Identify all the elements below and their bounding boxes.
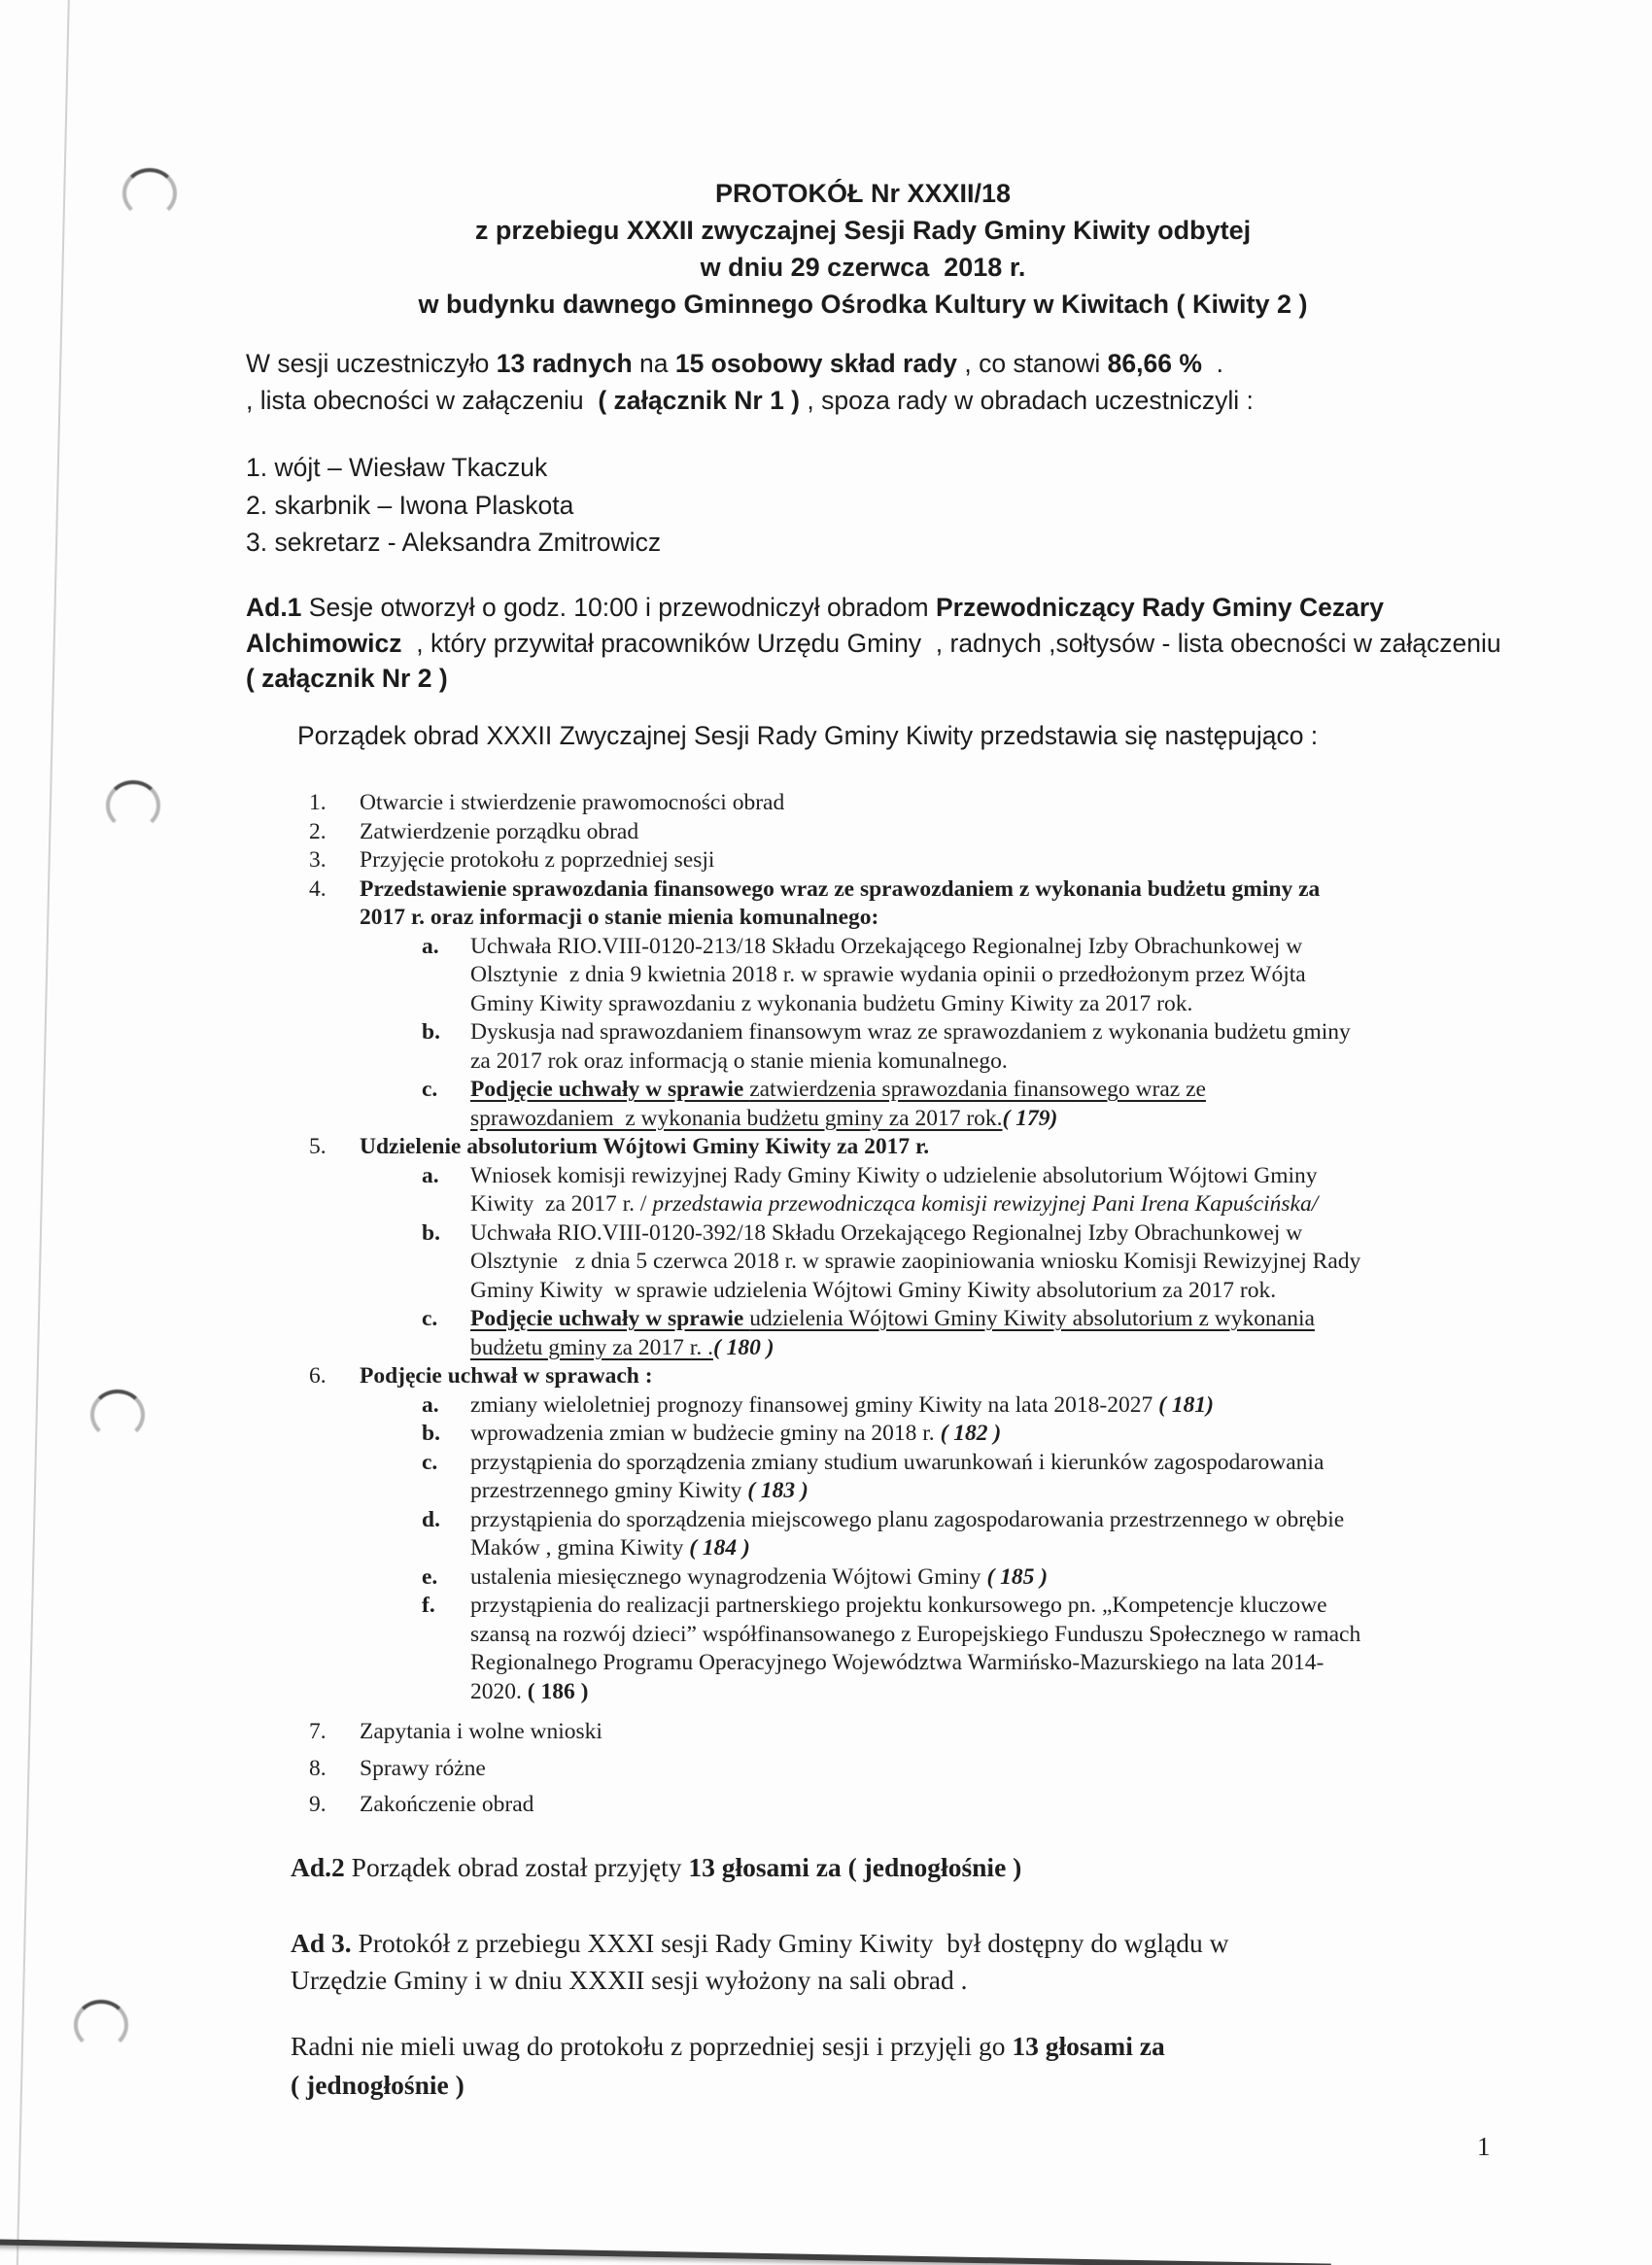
text-line: W sesji uczestniczyło 13 radnych na 15 osobowy skład rady , co stanowi 86,66 % . <box>246 349 1223 378</box>
text-line: Ad.1 Sesje otworzył o godz. 10:00 i przewodniczył obradom Przewodniczący Rady Gminy Cezary <box>246 593 1384 622</box>
text-line: wprowadzenia zmian w budżecie gminy na 2018 r. ( 182 ) <box>470 1421 1002 1446</box>
text-line: Gminy Kiwity w sprawie udzielenia Wójtowi Gminy Kiwity absolutorium za 2017 rok. <box>470 1277 1277 1303</box>
agenda-item-marker: e. <box>422 1563 438 1590</box>
text-line: Dyskusja nad sprawozdaniem finansowym wraz ze sprawozdaniem z wykonania budżetu gminy <box>470 1019 1351 1045</box>
text-line: szansą na rozwój dzieci” współfinansowanego z Europejskiego Funduszu Społecznego w ramach <box>470 1621 1361 1647</box>
text-line: budżetu gminy za 2017 r. .( 180 ) <box>470 1334 774 1360</box>
agenda-item-c <box>0 1305 1652 1362</box>
agenda-item-marker: c. <box>422 1077 438 1102</box>
text-line: Ad.2 Porządek obrad został przyjęty 13 głosami za ( jednogłośnie ) <box>291 1852 1022 1882</box>
text-line: ustalenia miesięcznego wynagrodzenia Wójtowi Gminy ( 185 ) <box>470 1563 1049 1590</box>
text-line: Wniosek komisji rewizyjnej Rady Gminy Kiwity o udzielenie absolutorium Wójtowi Gminy <box>470 1162 1318 1188</box>
text-line: Ad 3. Protokół z przebiegu XXXI sesji Rady Gminy Kiwity był dostępny do wglądu w <box>291 1928 1229 1958</box>
agenda-item-marker: 6. <box>309 1363 327 1389</box>
text-line: Podjęcie uchwał w sprawach : <box>360 1363 653 1389</box>
text-line: Podjęcie uchwały w sprawie zatwierdzenia sprawozdania finansowego wraz ze <box>470 1077 1206 1102</box>
text-line: przystąpienia do realizacji partnerskiego projektu konkursowego pn. „Kompetencje kluczowe <box>470 1593 1327 1618</box>
agenda-list <box>0 789 1652 1820</box>
text-line: 2. skarbnik – Iwona Plaskota <box>246 490 574 520</box>
text-line: Udzielenie absolutorium Wójtowi Gminy Kiwity za 2017 r. <box>360 1134 930 1159</box>
text-line: Kiwity za 2017 r. / przedstawia przewodnicząca komisji rewizyjnej Pani Irena Kapuścińska/ <box>470 1191 1319 1217</box>
agenda-item-marker: 5. <box>309 1134 327 1159</box>
agenda-item-a <box>0 933 1652 1019</box>
agenda-item-marker: 3. <box>309 847 327 873</box>
text-line: Zakończenie obrad <box>360 1792 534 1817</box>
text-line: 1. wójt – Wiesław Tkaczuk <box>246 453 548 482</box>
agenda-item-d <box>0 1506 1652 1563</box>
text-line: sprawozdaniem z wykonania budżetu gminy za 2017 rok.( 179) <box>470 1105 1058 1131</box>
text-line: Sprawy różne <box>360 1755 486 1781</box>
agenda-item-6 <box>0 1362 1652 1391</box>
text-line: przystąpienia do sporządzenia miejscowego planu zagospodarowania przestrzennego w obrębie <box>470 1506 1345 1532</box>
agenda-item-4 <box>0 875 1652 933</box>
ad1-paragraph <box>246 590 1501 697</box>
agenda-item-marker: 9. <box>309 1792 327 1817</box>
agenda-item-marker: 8. <box>309 1755 327 1781</box>
agenda-item-marker: a. <box>422 1391 439 1418</box>
agenda-item-marker: 2. <box>309 818 327 844</box>
agenda-item-marker: a. <box>422 1162 439 1188</box>
text-line: przystąpienia do sporządzenia zmiany studium uwarunkowań i kierunków zagospodarowania <box>470 1449 1325 1475</box>
agenda-item-b <box>0 1018 1652 1076</box>
agenda-item-marker: 4. <box>309 875 327 902</box>
text-line: Alchimowicz , który przywitał pracowników Urzędu Gminy , radnych ,sołtysów - lista obecności w załączeniu <box>246 628 1501 658</box>
text-line: w dniu 29 czerwca 2018 r. <box>700 253 1026 282</box>
agenda-item-b <box>0 1219 1652 1306</box>
text-line: za 2017 rok oraz informacją o stanie mienia komunalnego. <box>470 1047 1008 1074</box>
agenda-item-marker: c. <box>422 1306 438 1331</box>
agenda-item-a <box>0 1162 1652 1219</box>
closing-paragraph <box>291 2027 1165 2105</box>
agenda-item-marker: 7. <box>309 1719 327 1744</box>
text-line: PROTOKÓŁ Nr XXXII/18 <box>714 179 1012 208</box>
agenda-item-3 <box>0 846 1652 875</box>
agenda-item-marker: f. <box>422 1593 435 1618</box>
agenda-item-8 <box>0 1755 1652 1784</box>
text-line: ( załącznik Nr 2 ) <box>246 664 448 693</box>
text-line: 3. sekretarz - Aleksandra Zmitrowicz <box>246 528 662 557</box>
agenda-item-marker: b. <box>422 1019 440 1045</box>
text-line: Gminy Kiwity sprawozdaniu z wykonania budżetu Gminy Kiwity za 2017 rok. <box>470 990 1193 1016</box>
text-line: ( jednogłośnie ) <box>291 2070 465 2100</box>
agenda-item-c <box>0 1076 1652 1133</box>
agenda-item-marker: a. <box>422 933 439 959</box>
agenda-item-b <box>0 1420 1652 1449</box>
text-line: Maków , gmina Kiwity ( 184 ) <box>470 1535 750 1561</box>
text-line: Zapytania i wolne wnioski <box>360 1719 602 1744</box>
agenda-heading: Porządek obrad XXXII Zwyczajnej Sesji Rady Gminy Kiwity przedstawia się następująco : <box>297 721 1319 750</box>
text-line: w budynku dawnego Gminnego Ośrodka Kultury w Kiwitach ( Kiwity 2 ) <box>418 290 1308 319</box>
text-line: Podjęcie uchwały w sprawie udzielenia Wójtowi Gminy Kiwity absolutorium z wykonania <box>470 1306 1315 1331</box>
agenda-item-5 <box>0 1133 1652 1162</box>
text-line: 2017 r. oraz informacji o stanie mienia komunalnego: <box>360 905 879 930</box>
text-line: Uchwała RIO.VIII-0120-392/18 Składu Orzekającego Regionalnej Izby Obrachunkowej w <box>470 1219 1303 1246</box>
agenda-item-marker: c. <box>422 1449 438 1475</box>
text-line: Radni nie mieli uwag do protokołu z poprzedniej sesji i przyjęli go 13 głosami za <box>291 2031 1165 2061</box>
intro-paragraph <box>246 345 1254 419</box>
attendees-list <box>246 449 661 562</box>
page-number: 1 <box>1477 2132 1491 2161</box>
text-line: Otwarcie i stwierdzenie prawomocności obrad <box>360 790 785 815</box>
ad3-paragraph <box>291 1925 1228 1999</box>
agenda-item-c <box>0 1449 1652 1506</box>
text-line: z przebiegu XXXII zwyczajnej Sesji Rady Gminy Kiwity odbytej <box>474 216 1252 245</box>
agenda-item-e <box>0 1563 1652 1593</box>
text-line: , lista obecności w załączeniu ( załącznik Nr 1 ) , spoza rady w obradach uczestniczyli : <box>246 386 1254 415</box>
document-title <box>74 175 1652 323</box>
agenda-item-2 <box>0 818 1652 847</box>
text-line: zmiany wieloletniej prognozy finansowej gminy Kiwity na lata 2018-2027 ( 181) <box>470 1391 1214 1418</box>
text-line: Olsztynie z dnia 5 czerwca 2018 r. w sprawie zaopiniowania wniosku Komisji Rewizyjnej Rady <box>470 1249 1361 1274</box>
agenda-item-9 <box>0 1791 1652 1820</box>
agenda-item-marker: b. <box>422 1219 440 1246</box>
agenda-item-marker: d. <box>422 1506 440 1532</box>
text-line: Urzędzie Gminy i w dniu XXXII sesji wyłożony na sali obrad . <box>291 1965 968 1995</box>
text-line: przestrzennego gminy Kiwity ( 183 ) <box>470 1478 809 1503</box>
text-line: Zatwierdzenie porządku obrad <box>360 818 639 844</box>
agenda-item-f <box>0 1592 1652 1706</box>
text-line: Uchwała RIO.VIII-0120-213/18 Składu Orzekającego Regionalnej Izby Obrachunkowej w <box>470 933 1303 959</box>
text-line: 2020. ( 186 ) <box>470 1678 589 1704</box>
agenda-item-1 <box>0 789 1652 818</box>
text-line: Olsztynie z dnia 9 kwietnia 2018 r. w sprawie wydania opinii o przedłożonym przez Wójta <box>470 962 1306 987</box>
agenda-item-marker: b. <box>422 1421 440 1446</box>
agenda-item-marker: 1. <box>309 790 327 815</box>
text-line: Regionalnego Programu Operacyjnego Województwa Warmińsko-Mazurskiego na lata 2014- <box>470 1650 1325 1675</box>
ad2-paragraph <box>291 1849 1021 1886</box>
text-line: Przedstawienie sprawozdania finansowego wraz ze sprawozdaniem z wykonania budżetu gminy za <box>360 875 1321 902</box>
scan-artifact-bottom-edge <box>0 2239 1331 2265</box>
agenda-item-a <box>0 1391 1652 1421</box>
text-line: Przyjęcie protokołu z poprzedniej sesji <box>360 847 715 873</box>
punch-hole-mark <box>74 2000 128 2050</box>
agenda-item-7 <box>0 1718 1652 1747</box>
